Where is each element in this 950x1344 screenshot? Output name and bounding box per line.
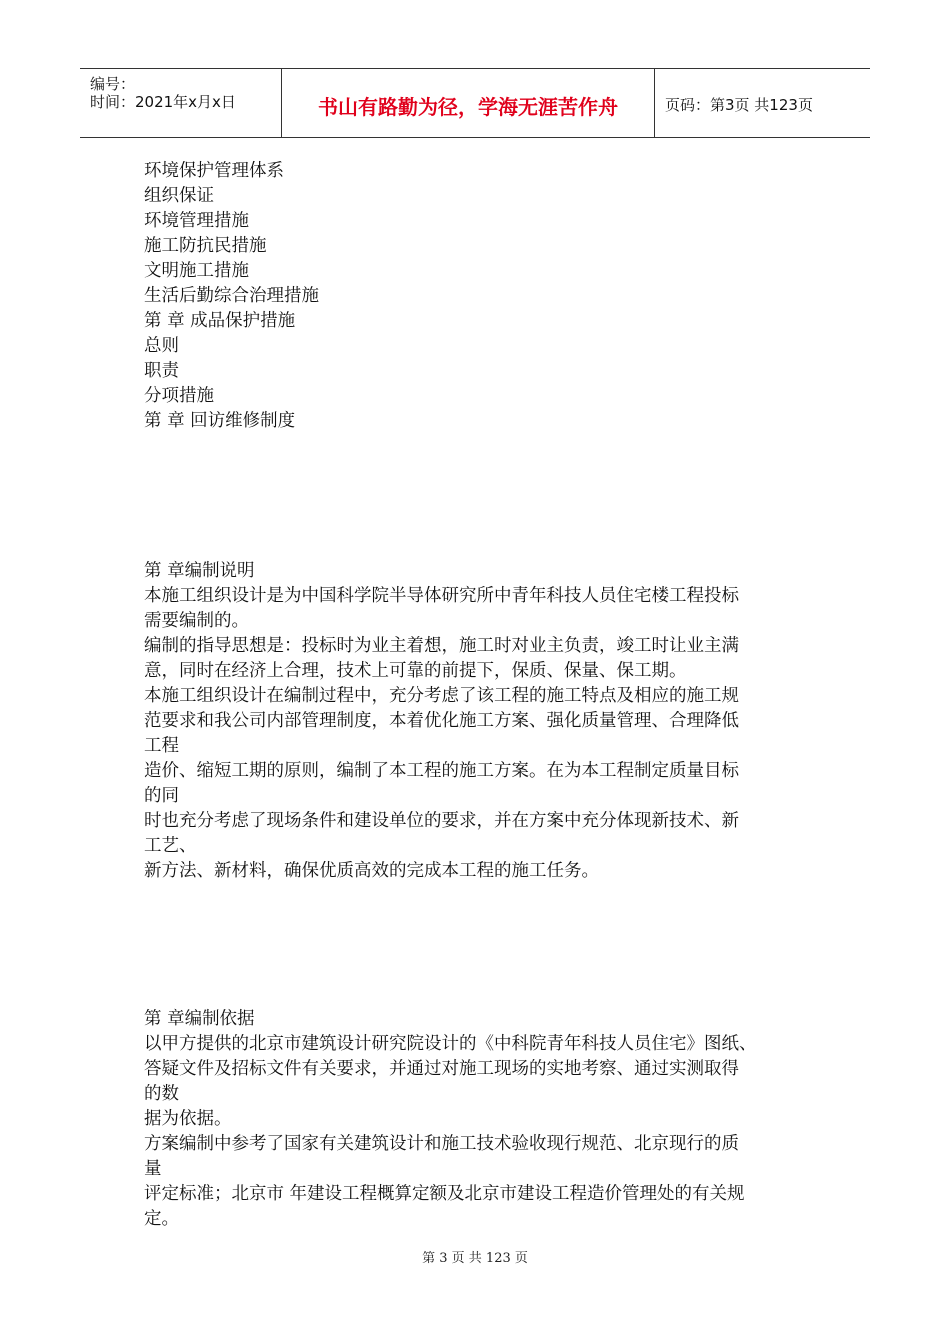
toc-chapter: 第 章 回访维修制度 <box>144 411 296 431</box>
paragraph-line: 方案编制中参考了国家有关建筑设计和施工技术验收现行规范、北京现行的质 <box>144 1134 739 1154</box>
paragraph-line: 意，同时在经济上合理，技术上可靠的前提下，保质、保量、保工期。 <box>144 661 687 681</box>
paragraph-line: 的同 <box>144 786 179 806</box>
toc-item: 环境管理措施 <box>144 211 249 231</box>
toc-item: 组织保证 <box>144 186 214 206</box>
paragraph-line: 答疑文件及招标文件有关要求，并通过对施工现场的实地考察、通过实测取得 <box>144 1059 739 1079</box>
toc-chapter: 第 章 成品保护措施 <box>144 311 296 331</box>
section-heading: 第 章编制依据 <box>144 1009 255 1029</box>
section-heading: 第 章编制说明 <box>144 561 255 581</box>
header-meta-cell <box>80 69 282 137</box>
page-footer: 第 3 页 共 123 页 <box>422 1251 528 1266</box>
header-page-cell <box>655 69 870 137</box>
page-header <box>80 68 870 138</box>
paragraph-line: 评定标准；北京市 年建设工程概算定额及北京市建设工程造价管理处的有关规 <box>144 1184 745 1204</box>
paragraph-line: 以甲方提供的北京市建筑设计研究院设计的《中科院青年科技人员住宅》图纸、 <box>144 1034 757 1054</box>
paragraph-line: 本施工组织设计在编制过程中，充分考虑了该工程的施工特点及相应的施工规 <box>144 686 739 706</box>
toc-item: 环境保护管理体系 <box>144 161 284 181</box>
paragraph-line: 据为依据。 <box>144 1109 232 1129</box>
paragraph-line: 范要求和我公司内部管理制度，本着优化施工方案、强化质量管理、合理降低 <box>144 711 739 731</box>
paragraph-line: 新方法、新材料，确保优质高效的完成本工程的施工任务。 <box>144 861 599 881</box>
paragraph-line: 定。 <box>144 1209 179 1229</box>
toc-item: 生活后勤综合治理措施 <box>144 286 319 306</box>
date-label: 时间：2021年x月x日 <box>90 93 236 111</box>
serial-number-label: 编号： <box>90 75 136 93</box>
page-info: 页码：第3页 共123页 <box>665 96 813 114</box>
paragraph-line: 造价、缩短工期的原则，编制了本工程的施工方案。在为本工程制定质量目标 <box>144 761 739 781</box>
paragraph-line: 本施工组织设计是为中国科学院半导体研究所中青年科技人员住宅楼工程投标 <box>144 586 739 606</box>
toc-item: 总则 <box>144 336 179 356</box>
paragraph-line: 编制的指导思想是：投标时为业主着想，施工时对业主负责，竣工时让业主满 <box>144 636 739 656</box>
toc-item: 分项措施 <box>144 386 214 406</box>
paragraph-line: 时也充分考虑了现场条件和建设单位的要求，并在方案中充分体现新技术、新 <box>144 811 739 831</box>
toc-item: 文明施工措施 <box>144 261 249 281</box>
paragraph-line: 的数 <box>144 1084 179 1104</box>
paragraph-line: 工艺、 <box>144 836 197 856</box>
toc-item: 职责 <box>144 361 179 381</box>
header-motto-cell <box>282 69 655 137</box>
toc-item: 施工防抗民措施 <box>144 236 267 256</box>
motto-text: 书山有路勤为径，学海无涯苦作舟 <box>318 95 618 119</box>
paragraph-line: 量 <box>144 1159 162 1179</box>
paragraph-line: 需要编制的。 <box>144 611 249 631</box>
paragraph-line: 工程 <box>144 736 179 756</box>
